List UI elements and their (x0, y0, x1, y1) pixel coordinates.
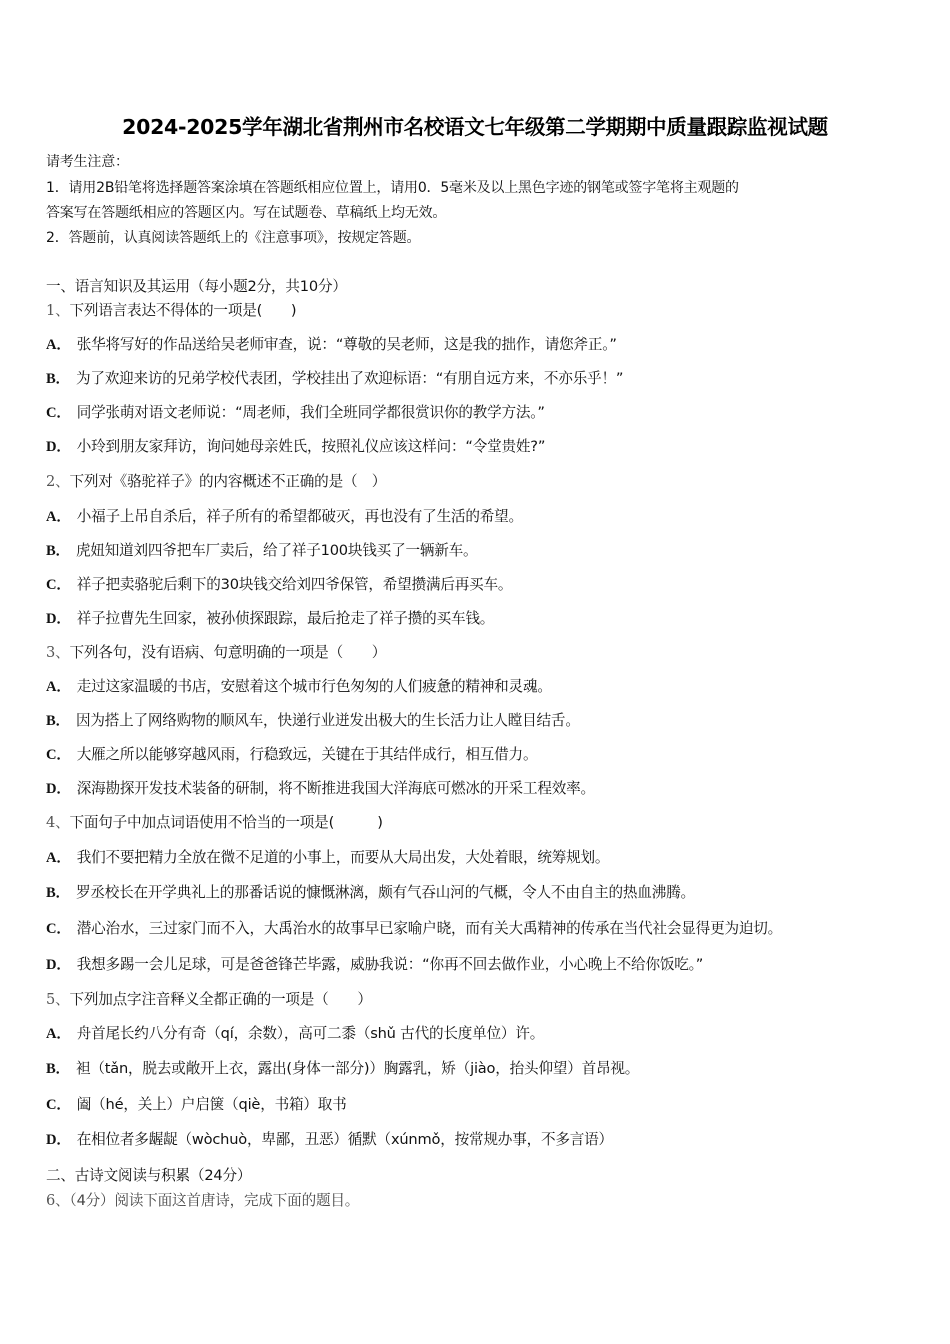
question-text: 下列对《骆驼祥子》的内容概述不正确的是（ ） (69, 473, 387, 490)
option-text: 为了欢迎来访的兄弟学校代表团，学校挂出了欢迎标语：“有朋自远方来，不亦乐乎！” (75, 370, 624, 387)
option-letter: B． (46, 885, 70, 901)
option-2d (46, 609, 494, 629)
option-5b (46, 1059, 639, 1079)
question-number: 1、 (46, 302, 70, 319)
option-text: 张华将写好的作品送给吴老师审查，说：“尊敬的吴老师，这是我的拙作，请您斧正。” (76, 336, 617, 353)
question-stem-1 (46, 301, 296, 321)
option-3c (46, 745, 537, 765)
option-4b (46, 883, 695, 903)
option-4a (46, 848, 609, 868)
notice-heading: 请考生注意： (46, 154, 129, 170)
option-text: 深海勘探开发技术装备的研制，将不断推进我国大洋海底可燃冰的开采工程效率。 (76, 780, 595, 797)
notice-line-2: 答案写在答题纸相应的答题区内。写在试题卷、草稿纸上均无效。 (46, 205, 447, 221)
question-text: 下列各句，没有语病、句意明确的一项是（ ） (69, 644, 387, 661)
question-text: 下列加点字注音释义全都正确的一项是（ ） (69, 991, 372, 1008)
option-text: 祥子拉曹先生回家，被孙侦探跟踪，最后抢走了祥子攒的买车钱。 (76, 610, 495, 627)
notice-line-3: 2．答题前，认真阅读答题纸上的《注意事项》，按规定答题。 (46, 230, 421, 246)
option-letter: C． (46, 1097, 71, 1113)
question-stem-4 (46, 813, 383, 833)
option-5d (46, 1130, 613, 1150)
section-heading-2: 二、古诗文阅读与积累（24分） (46, 1167, 252, 1184)
option-letter: B． (46, 543, 70, 559)
option-text: 因为搭上了网络购物的顺风车，快递行业迸发出极大的生长活力让人瞠目结舌。 (75, 712, 580, 729)
option-text: 潜心治水，三过家门而不入，大禹治水的故事早已家喻户晓，而有关大禹精神的传承在当代社会显得更为迫切。 (76, 920, 783, 937)
option-letter: A． (46, 679, 71, 695)
option-text: 舟首尾长约八分有奇（qí，余数），高可二黍（shǔ 古代的长度单位）许。 (76, 1025, 545, 1042)
section-heading-1: 一、语言知识及其运用（每小题2分，共10分） (46, 278, 347, 295)
option-1b (46, 369, 623, 389)
option-text: 祥子把卖骆驼后剩下的30块钱交给刘四爷保管，希望攒满后再买车。 (76, 576, 513, 593)
option-2c (46, 575, 512, 595)
option-1a (46, 335, 617, 355)
notice-line-1: 1．请用2B铅笔将选择题答案涂填在答题纸相应位置上，请用0．5毫米及以上黑色字迹的钢笔或签字笔将主观题的 (46, 180, 739, 196)
option-letter: B． (46, 1061, 70, 1077)
option-2b (46, 541, 477, 561)
option-4c (46, 919, 782, 939)
option-text: 我们不要把精力全放在微不足道的小事上，而要从大局出发，大处着眼，统筹规划。 (76, 849, 610, 866)
option-2a (46, 507, 523, 527)
option-letter: D． (46, 957, 71, 973)
option-text: 我想多踢一会儿足球，可是爸爸锋芒毕露，威胁我说：“你再不回去做作业，小心晚上不给你饭吃。” (76, 956, 704, 973)
question-stem-3 (46, 643, 386, 663)
question-stem-2 (46, 472, 386, 492)
question-stem-6 (46, 1191, 359, 1211)
question-number: 3、 (46, 644, 70, 661)
option-text: 袒（tǎn，脱去或敞开上衣，露出(身体一部分)）胸露乳，矫（jiào，抬头仰望）首昂视。 (75, 1060, 640, 1077)
question-number: 5、 (46, 991, 70, 1008)
option-letter: D． (46, 611, 71, 627)
option-letter: D． (46, 1132, 71, 1148)
page-title: 2024-2025学年湖北省荆州市名校语文七年级第二学期期中质量跟踪监视试题 (122, 115, 828, 139)
option-3b (46, 711, 580, 731)
option-letter: B． (46, 713, 70, 729)
option-letter: A． (46, 850, 71, 866)
option-letter: D． (46, 781, 71, 797)
question-number: 2、 (46, 473, 70, 490)
option-letter: A． (46, 509, 71, 525)
option-letter: C． (46, 747, 71, 763)
option-text: 罗丞校长在开学典礼上的那番话说的慷慨淋漓，颇有气吞山河的气概，令人不由自主的热血沸腾。 (75, 884, 695, 901)
option-text: 小福子上吊自杀后，祥子所有的希望都破灭，再也没有了生活的希望。 (76, 508, 523, 525)
question-stem-5 (46, 990, 372, 1010)
option-letter: D． (46, 439, 71, 455)
question-number: 4、 (46, 814, 70, 831)
option-letter: B． (46, 371, 70, 387)
option-letter: C． (46, 921, 71, 937)
option-text: 在相位者多龌龊（wòchuò，卑鄙，丑恶）循默（xúnmǒ，按常规办事，不多言语） (76, 1131, 613, 1148)
option-text: 阖（hé，关上）户启箧（qiè，书箱）取书 (76, 1096, 347, 1113)
option-3a (46, 677, 552, 697)
option-text: 同学张萌对语文老师说：“周老师，我们全班同学都很赏识你的教学方法。” (76, 404, 545, 421)
option-4d (46, 955, 703, 975)
option-5c (46, 1095, 347, 1115)
option-text: 走过这家温暖的书店，安慰着这个城市行色匆匆的人们疲惫的精神和灵魂。 (76, 678, 552, 695)
question-number: 6、 (46, 1192, 70, 1209)
option-letter: A． (46, 1026, 71, 1042)
option-3d (46, 779, 595, 799)
question-text: 下列语言表达不得体的一项是( ) (69, 302, 297, 319)
question-text: （4分）阅读下面这首唐诗，完成下面的题目。 (69, 1192, 360, 1209)
option-text: 小玲到朋友家拜访，询问她母亲姓氏，按照礼仪应该这样问：“令堂贵姓?” (76, 438, 546, 455)
option-1c (46, 403, 545, 423)
question-text: 下面句子中加点词语使用不恰当的一项是( ) (69, 814, 383, 831)
option-1d (46, 437, 545, 457)
option-5a (46, 1024, 544, 1044)
option-letter: C． (46, 405, 71, 421)
option-letter: A． (46, 337, 71, 353)
option-text: 大雁之所以能够穿越风雨，行稳致远，关键在于其结伴成行，相互借力。 (76, 746, 538, 763)
option-text: 虎妞知道刘四爷把车厂卖后，给了祥子100块钱买了一辆新车。 (75, 542, 478, 559)
option-letter: C． (46, 577, 71, 593)
